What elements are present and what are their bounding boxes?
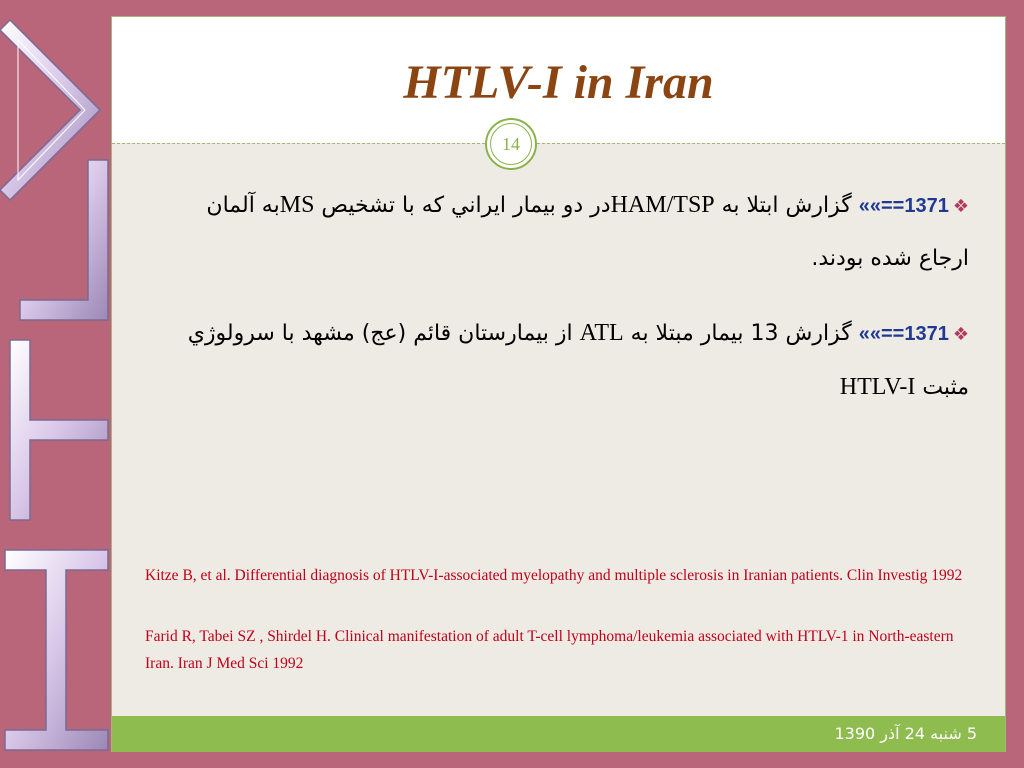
title-divider	[112, 143, 1005, 144]
bullet-term: MS	[279, 192, 315, 218]
page-number: 14	[490, 123, 532, 165]
bullet-item	[159, 307, 969, 414]
bullet-term: ATL	[579, 320, 624, 346]
bullet-text: به آلمان ارجاع شده بودند.	[206, 193, 969, 271]
page-number-badge	[485, 118, 537, 170]
htlv-letters-graphic	[0, 0, 111, 768]
bullet-text: گزارش ابتلا به	[714, 193, 859, 218]
footer-bar	[112, 716, 1005, 752]
slide-title: HTLV-I in Iran	[403, 56, 714, 109]
reference-citation: Kitze B, et al. Differential diagnosis of HTLV-I-associated myelopathy and multiple sclerosis in Iranian patients. Clin Investig 1992	[145, 567, 963, 584]
bullet-term: HAM/TSP	[610, 192, 715, 218]
bullet-year: 1371	[904, 195, 949, 217]
bullet-term: HTLV-I	[839, 374, 916, 400]
title-area	[112, 17, 1005, 143]
bullet-text: از بيمارستان قائم (عج) مشهد با سرولوژي مثبت	[187, 321, 969, 400]
bullet-arrow: ==»»	[858, 195, 905, 217]
bullet-arrow: ==»»	[858, 323, 905, 345]
diamond-bullet-icon: ❖	[952, 324, 969, 345]
reference-citation: Farid R, Tabei SZ , Shirdel H. Clinical manifestation of adult T-cell lymphoma/leukemia associated with HTLV-1 in North-eastern Iran. Iran J Med Sci 1992	[145, 628, 954, 672]
footer-date: 5 شنبه 24 آذر 1390	[834, 724, 977, 743]
slide	[111, 16, 1006, 752]
bullet-year: 1371	[904, 323, 949, 345]
diamond-bullet-icon: ❖	[952, 196, 969, 217]
bullet-text: در دو بيمار ايراني که با تشخيص	[314, 193, 611, 218]
bullet-item	[159, 179, 969, 285]
bullet-text: گزارش 13 بيمار مبتلا به	[623, 321, 859, 346]
sidebar-decoration	[0, 0, 111, 768]
